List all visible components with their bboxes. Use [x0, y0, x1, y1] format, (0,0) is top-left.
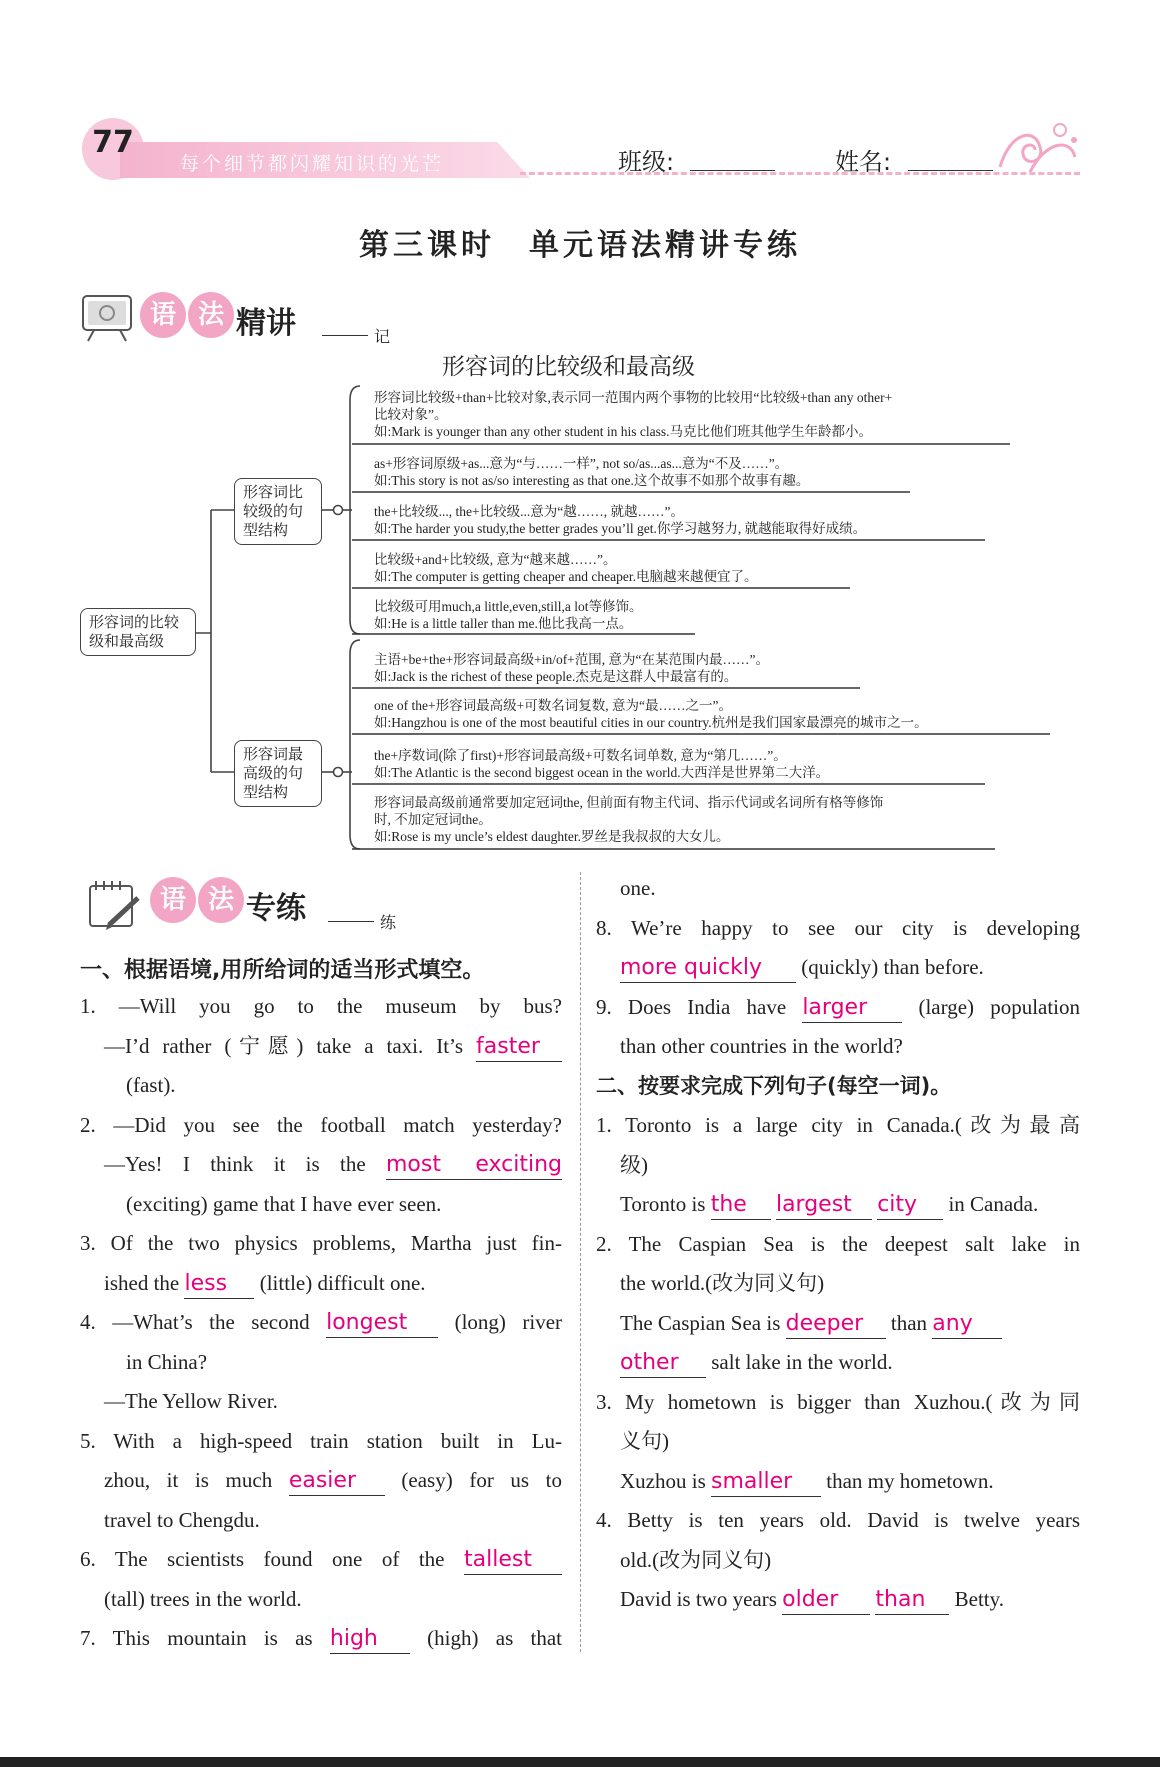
rule-line: 比较对象”。 — [374, 407, 448, 422]
p2q1-text: Toronto is — [620, 1192, 706, 1216]
p2q2-line2: the world.(改为同义句) — [620, 1271, 825, 1295]
mindmap-superlative-node — [234, 740, 322, 807]
rule-line: 如:The computer is getting cheaper and cheaper.电脑越来越便宜了。 — [374, 569, 758, 584]
answer-blank[interactable]: smaller — [711, 1468, 821, 1497]
right-column-questions — [596, 869, 1080, 1620]
q8-text: (quickly) than before. — [801, 955, 984, 979]
header-slogan: 每个细节都闪耀知识的光芒 — [180, 153, 445, 175]
q9-line1 — [596, 988, 1080, 1028]
answer-blank[interactable]: high — [330, 1625, 410, 1654]
rule-comparative-2 — [374, 455, 809, 489]
q6-line2: (tall) trees in the world. — [104, 1586, 302, 1611]
q5-text: zhou, it is much — [104, 1468, 273, 1492]
p2q1-line1: 1. Toronto is a large city in Canada.(改为最高 — [596, 1113, 1080, 1137]
answer-blank[interactable]: easier — [289, 1467, 385, 1496]
section-grammar-lecture-label: 精讲 — [236, 306, 296, 341]
rule-line: 如:Mark is younger than any other student in his class.马克比他们班其他学生年龄都小。 — [374, 424, 872, 439]
q3-line2 — [80, 1264, 562, 1304]
rule-line: 如:Jack is the richest of these people.杰克是这群人中最富有的。 — [374, 669, 738, 684]
answer-blank[interactable]: less — [184, 1270, 254, 1299]
banner-bubble-yu: 语 — [140, 292, 186, 338]
q3-line1: 3. Of the two physics problems, Martha just fin- — [80, 1231, 562, 1255]
q1-line2 — [80, 1027, 562, 1067]
part1-heading: 一、根据语境,用所给词的适当形式填空。 — [80, 958, 485, 983]
column-divider — [580, 872, 581, 1652]
answer-blank[interactable]: other — [620, 1349, 706, 1378]
p2q1-line3 — [596, 1185, 1080, 1225]
q5-line1: 5. With a high-speed train station built in Lu- — [80, 1428, 562, 1453]
mindmap-root-node — [80, 608, 196, 656]
part2-heading: 二、按要求完成下列句子(每空一词)。 — [596, 1073, 952, 1098]
q5-line3: travel to Chengdu. — [104, 1507, 260, 1532]
q4-line3: —The Yellow River. — [104, 1389, 278, 1413]
p2q2-text: The Caspian Sea is — [620, 1310, 781, 1335]
rule-line: the+比较级..., the+比较级...意为“越……, 就越……”。 — [374, 504, 684, 519]
q1-text: —I’d rather (宁愿) take a taxi. It’s — [104, 1033, 464, 1058]
rule-superlative-3 — [374, 747, 829, 781]
node-line: 高级的句 — [243, 764, 304, 782]
answer-blank[interactable]: older — [782, 1586, 870, 1615]
node-line: 形容词比 — [243, 483, 304, 501]
q2-line2 — [80, 1145, 562, 1185]
answer-blank[interactable]: tallest — [464, 1546, 562, 1575]
p2q3-text: Xuzhou is — [620, 1468, 706, 1493]
notebook-pencil-icon — [86, 878, 146, 934]
page-number: 77 — [92, 125, 134, 160]
answer-blank[interactable]: any — [932, 1310, 1002, 1339]
root-line: 形容词的比较 — [89, 613, 180, 631]
banner-note: 练 — [380, 913, 397, 932]
banner-bubble-yu: 语 — [150, 877, 196, 923]
page-title: 第三课时 单元语法精讲专练 — [359, 228, 801, 263]
p2q2-line1: 2. The Caspian Sea is the deepest salt lake in — [596, 1231, 1080, 1256]
name-blank[interactable] — [908, 168, 993, 171]
p2q3-line1: 3. My hometown is bigger than Xuzhou.(改为同 — [596, 1389, 1080, 1414]
rule-line: 时, 不加定冠词the。 — [374, 812, 492, 827]
p2q3-text: than my hometown. — [826, 1468, 994, 1493]
answer-blank[interactable]: largest — [776, 1191, 872, 1220]
banner-note: 记 — [374, 327, 391, 346]
rule-comparative-3 — [374, 503, 866, 537]
p2q1-line2: 级) — [620, 1152, 648, 1177]
rule-line: 形容词最高级前通常要加定冠词the, 但前面有物主代词、指示代词或名词所有格等修饰 — [374, 795, 884, 810]
bottom-edge-bar — [0, 1757, 1160, 1767]
answer-blank[interactable]: city — [877, 1191, 943, 1220]
q2-line1: 2. —Did you see the football match yesterday? — [80, 1112, 562, 1137]
answer-blank[interactable]: most exciting — [386, 1151, 562, 1180]
q4-line2: in China? — [126, 1349, 208, 1374]
q4-text: (long) river — [454, 1310, 563, 1334]
class-label: 班级: — [618, 148, 675, 176]
rule-comparative-1 — [374, 389, 892, 440]
p2q4-line1: 4. Betty is ten years old. David is twelve years — [596, 1508, 1080, 1532]
rule-line: as+形容词原级+as...意为“与……一样”, not so/as...as...意为“不及……”。 — [374, 456, 789, 471]
answer-blank[interactable]: than — [875, 1586, 949, 1615]
node-line: 形容词最 — [243, 745, 304, 763]
rule-superlative-4 — [374, 794, 883, 845]
banner-bubble-fa: 法 — [188, 292, 234, 338]
q7-line1 — [80, 1619, 562, 1659]
q7-text: 7. This mountain is as — [80, 1626, 313, 1650]
class-blank[interactable] — [690, 168, 775, 171]
q8-line1: 8. We’re happy to see our city is developing — [596, 915, 1080, 940]
rule-superlative-2 — [374, 697, 928, 731]
mindmap-comparative-node — [234, 478, 322, 545]
tv-icon — [80, 293, 134, 343]
rule-comparative-5 — [374, 598, 642, 632]
rule-line: 比较级可用much,a little,even,still,a lot等修饰。 — [374, 599, 643, 614]
banner-bubble-fa: 法 — [198, 877, 244, 923]
answer-blank[interactable]: faster — [476, 1033, 562, 1062]
node-line: 型结构 — [243, 783, 289, 801]
q6-text: 6. The scientists found one of the — [80, 1547, 445, 1571]
q7-text: (high) as that — [427, 1626, 563, 1650]
node-line: 较级的句 — [243, 502, 304, 520]
rule-line: the+序数词(除了first)+形容词最高级+可数名词单数, 意为“第几……”。 — [374, 748, 787, 763]
answer-blank[interactable]: the — [711, 1191, 771, 1220]
name-label: 姓名: — [835, 148, 892, 176]
rule-line: 比较级+and+比较级, 意为“越来越……”。 — [374, 552, 617, 567]
left-column-questions — [80, 987, 562, 1659]
rule-line: 如:The Atlantic is the second biggest ocean in the world.大西洋是世界第二大洋。 — [374, 765, 830, 780]
q9-line2: than other countries in the world? — [620, 1034, 903, 1058]
q4-text: 4. —What’s the second — [80, 1310, 310, 1334]
p2q2-text: salt lake in the world. — [711, 1350, 893, 1374]
p2q4-line2: old.(改为同义句) — [620, 1547, 772, 1572]
root-line: 级和最高级 — [89, 632, 165, 650]
floral-ornament-icon — [990, 112, 1080, 182]
rule-comparative-4 — [374, 551, 758, 585]
q5-line2 — [80, 1461, 562, 1501]
p2q2-line4 — [596, 1343, 1080, 1383]
rule-line: one of the+形容词最高级+可数名词复数, 意为“最……之一”。 — [374, 698, 732, 713]
p2q4-line3 — [596, 1580, 1080, 1620]
p2q3-line2: 义句) — [620, 1429, 669, 1453]
q2-text: —Yes! I think it is the — [104, 1152, 366, 1176]
q9-text: (large) population — [918, 994, 1081, 1019]
q7-line2: one. — [620, 876, 656, 900]
rule-line: 如:Hangzhou is one of the most beautiful cities in our country.杭州是我们国家最漂亮的城市之一。 — [374, 715, 928, 730]
node-line: 型结构 — [243, 521, 289, 539]
p2q2-text: than — [890, 1310, 928, 1335]
q1-line1: 1. —Will you go to the museum by bus? — [80, 994, 562, 1018]
rule-superlative-1 — [374, 651, 769, 685]
q4-line1 — [80, 1303, 562, 1343]
rule-line: 形容词比较级+than+比较对象,表示同一范围内两个事物的比较用“比较级+than any other+ — [374, 390, 893, 405]
rule-line: 如:Rose is my uncle’s eldest daughter.罗丝是我叔叔的大女儿。 — [374, 829, 730, 844]
q6-line1 — [80, 1540, 562, 1580]
answer-blank[interactable]: larger — [802, 994, 902, 1023]
p2q1-text: in Canada. — [948, 1192, 1039, 1216]
p2q4-text: Betty. — [954, 1587, 1005, 1611]
p2q4-text: David is two years — [620, 1587, 777, 1611]
banner-rule — [322, 335, 368, 336]
answer-blank[interactable]: deeper — [786, 1310, 886, 1339]
q1-line3: (fast). — [126, 1073, 176, 1097]
rule-line: 主语+be+the+形容词最高级+in/of+范围, 意为“在某范围内最……”。 — [374, 652, 770, 667]
q8-line2 — [596, 948, 1080, 988]
rule-line: 如:He is a little taller than me.他比我高一点。 — [374, 616, 633, 631]
answer-blank[interactable]: longest — [326, 1309, 438, 1338]
q9-text: 9. Does India have — [596, 994, 787, 1019]
q2-line3: (exciting) game that I have ever seen. — [126, 1191, 442, 1216]
q3-text: ished the — [104, 1270, 180, 1295]
section-grammar-practice-label: 专练 — [246, 891, 306, 926]
q3-text: (little) difficult one. — [259, 1270, 426, 1295]
rule-line: 如:This story is not as/so interesting as that one.这个故事不如那个故事有趣。 — [374, 473, 810, 488]
rule-line: 如:The harder you study,the better grades you’ll get.你学习越努力, 就越能取得好成绩。 — [374, 521, 867, 536]
answer-blank[interactable]: more quickly — [620, 954, 796, 983]
banner-rule — [328, 921, 374, 922]
q5-text: (easy) for us to — [401, 1468, 563, 1492]
mindmap-subtitle: 形容词的比较级和最高级 — [442, 354, 695, 380]
p2q2-line3 — [596, 1304, 1080, 1344]
p2q3-line3 — [596, 1462, 1080, 1502]
